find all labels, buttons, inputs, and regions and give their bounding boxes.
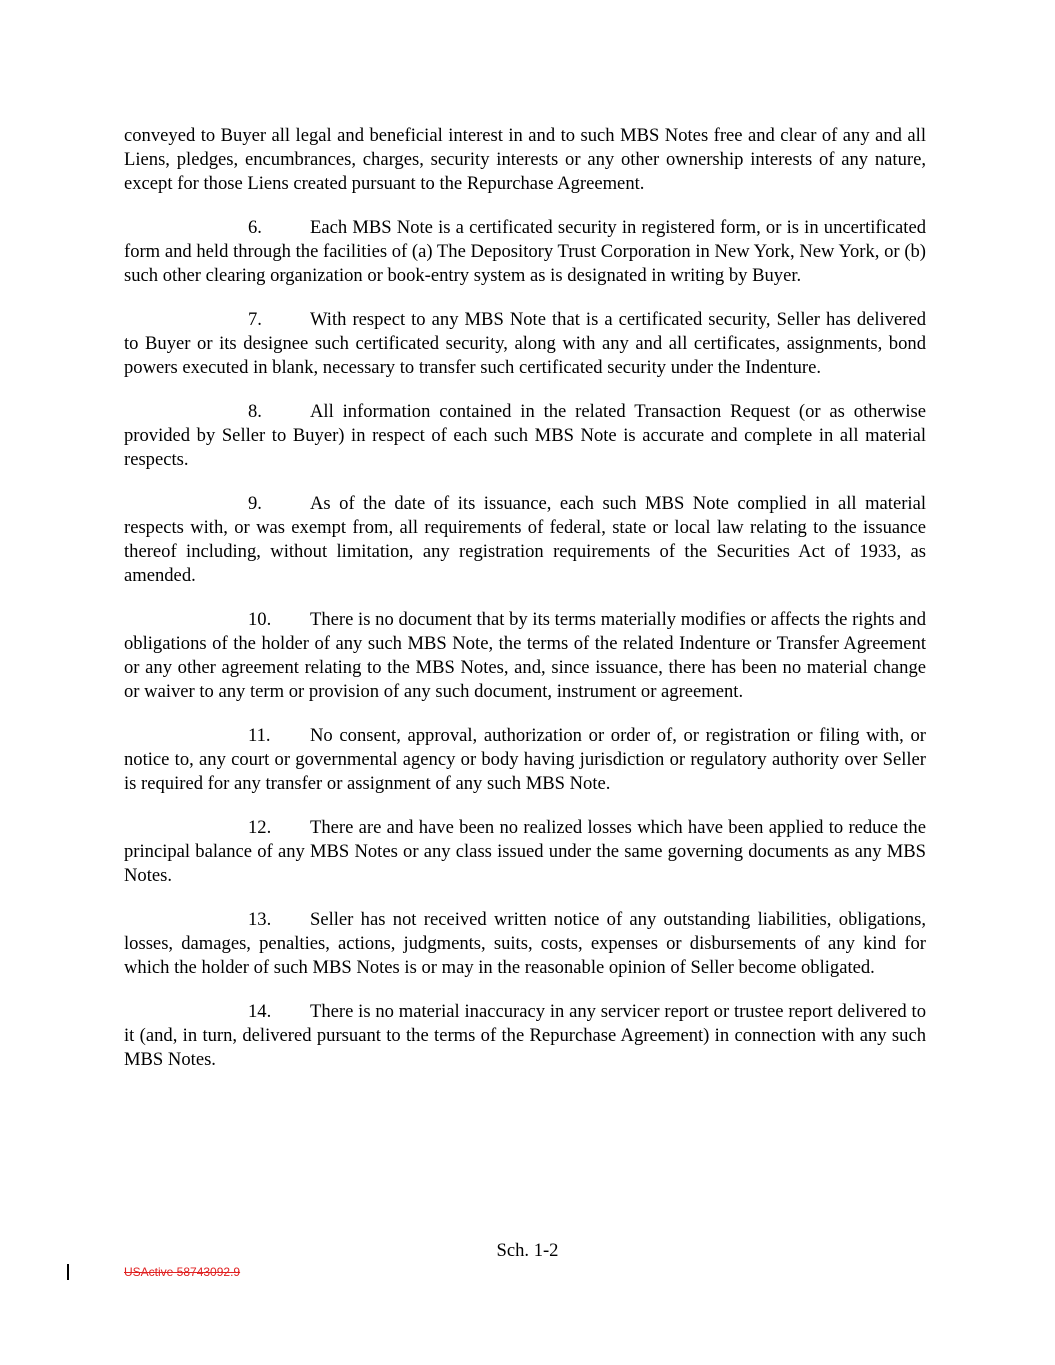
item-number: 8. — [248, 401, 262, 422]
list-item — [124, 400, 926, 472]
item-number: 7. — [248, 309, 262, 330]
item-number: 9. — [248, 493, 262, 514]
list-item — [124, 1000, 926, 1072]
item-text: All information contained in the related Transaction Request (or as otherwise provided by Seller to Buyer) in respect of each such MBS Note is accurate and complete in all material respects. — [124, 401, 926, 470]
item-text: With respect to any MBS Note that is a certificated security, Seller has delivered to Buyer or its designee such certificated security, along with any and all certificates, assignments, bond powers executed in blank, necessary to transfer such certificated security under the Indenture. — [124, 309, 926, 378]
item-text: Seller has not received written notice of any outstanding liabilities, obligations, losses, damages, penalties, actions, judgments, suits, costs, expenses or disbursements of any kind for which the holder of such MBS Notes is or may in the reasonable opinion of Seller become obligated. — [124, 909, 926, 978]
list-item — [124, 216, 926, 288]
item-text: As of the date of its issuance, each such MBS Note complied in all material respects with, or was exempt from, all requirements of federal, state or local law relating to the issuance thereof including, without limitation, any registration requirements of the Securities Act of 1933, as amended. — [124, 493, 926, 586]
item-text: There is no material inaccuracy in any servicer report or trustee report delivered to it (and, in turn, delivered pursuant to the terms of the Repurchase Agreement) in connection with any such MBS Notes. — [124, 1001, 926, 1070]
item-number: 10. — [248, 609, 272, 630]
page-number: Sch. 1-2 — [496, 1240, 559, 1261]
item-number: 13. — [248, 909, 272, 930]
item-number: 14. — [248, 1001, 272, 1022]
list-item — [124, 492, 926, 588]
list-item — [124, 724, 926, 796]
item-number: 6. — [248, 217, 262, 238]
list-item — [124, 908, 926, 980]
item-number: 11. — [248, 725, 271, 746]
item-text: No consent, approval, authorization or order of, or registration or filing with, or notice to, any court or governmental agency or body having jurisdiction or regulatory authority over Seller is required for any transfer or assignment of any such MBS Note. — [124, 725, 926, 794]
list-item — [124, 816, 926, 888]
item-text: There is no document that by its terms materially modifies or affects the rights and obligations of the holder of any such MBS Note, the terms of the related Indenture or Transfer Agreement or any other agreement relating to the MBS Notes, and, since issuance, there has been no material change or waiver to any term or provision of any such document, instrument or agreement. — [124, 609, 926, 702]
document-id: USActive 58743092.9 — [124, 1265, 241, 1279]
item-text: Each MBS Note is a certificated security in registered form, or is in uncertificated form and held through the facilities of (a) The Depository Trust Corporation in New York, New York, or (b) such other clearing organization or book-entry system as is designated in writing by Buyer. — [124, 217, 926, 286]
document-body — [124, 124, 926, 1092]
item-number: 12. — [248, 817, 272, 838]
lead-paragraph: conveyed to Buyer all legal and beneficial interest in and to such MBS Notes free and clear of any and all Liens, pledges, encumbrances, charges, security interests or any other ownership interests of any nature, except for those Liens created pursuant to the Repurchase Agreement. — [124, 125, 926, 194]
item-text: There are and have been no realized losses which have been applied to reduce the principal balance of any MBS Notes or any class issued under the same governing documents as any MBS Notes. — [124, 817, 926, 886]
list-item — [124, 608, 926, 704]
revision-change-bar — [67, 1264, 69, 1280]
list-item — [124, 308, 926, 380]
